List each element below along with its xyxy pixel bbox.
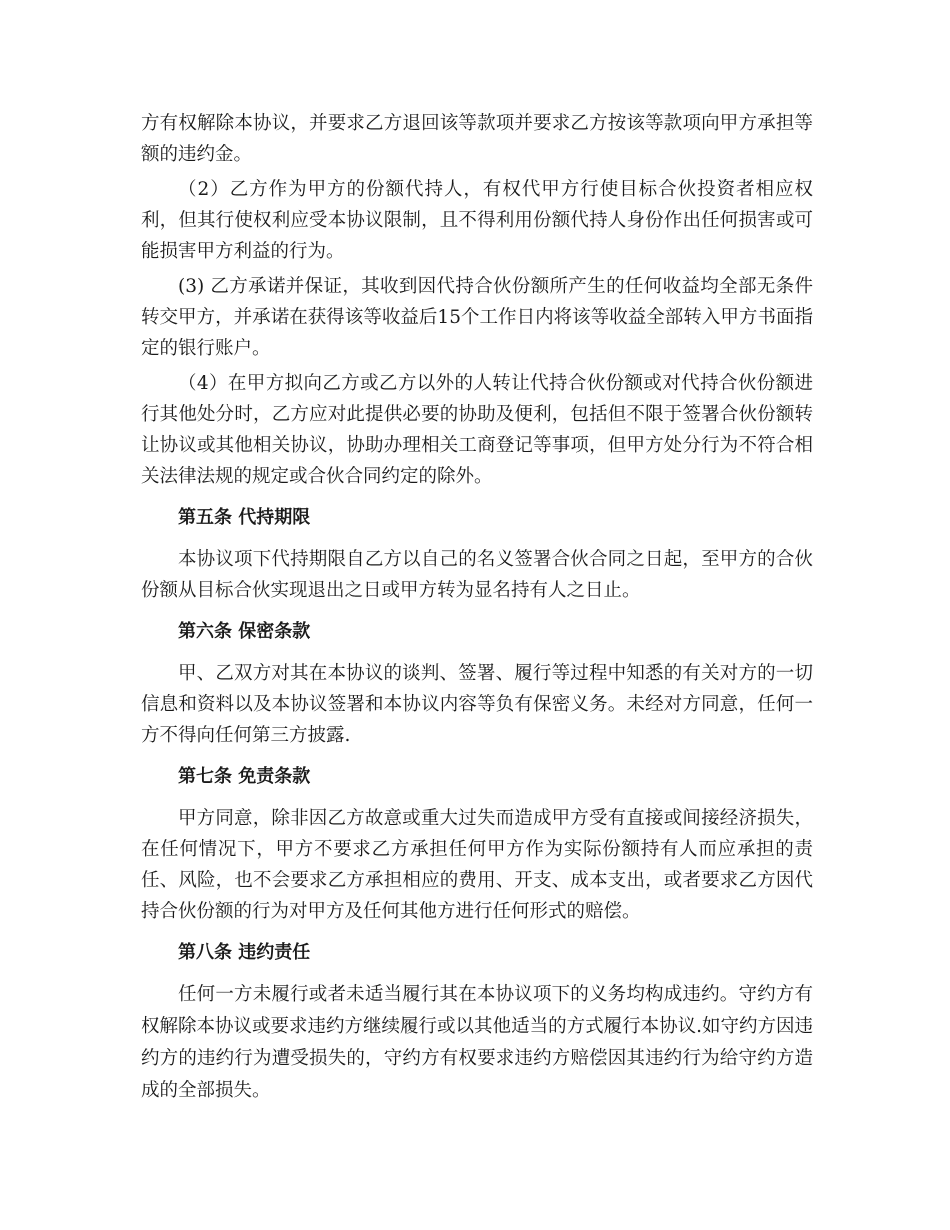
paragraph-clause-4: （4）在甲方拟向乙方或乙方以外的人转让代持合伙份额或对代持合伙份额进行其他处分时，乙方应对此提供必要的协助及便利，包括但不限于签署合伙份额转让协议或其他相关协议，协助办理相关工商登记等事项，但甲方处分行为不符合相关法律法规的规定或合伙合同约定的除外。 xyxy=(141,373,813,487)
paragraph-exemption: 甲方同意，除非因乙方故意或重大过失而造成甲方受有直接或间接经济损失，在任何情况下，甲方不要求乙方承担任何甲方作为实际份额持有人而应承担的责任、风险，也不会要求乙方承担相应的费用、开支、成本支出，或者要求乙方因代持合伙份额的行为对甲方及任何其他方进行任何形式的赔偿。 xyxy=(141,808,813,922)
document-page xyxy=(141,108,813,1111)
paragraph-confidentiality: 甲、乙双方对其在本协议的谈判、签署、履行等过程中知悉的有关对方的一切信息和资料以及本协议签署和本协议内容等负有保密义务。未经对方同意，任何一方不得向任何第三方披露. xyxy=(141,663,813,746)
paragraph-breach-liability: 任何一方未履行或者未适当履行其在本协议项下的义务均构成违约。守约方有权解除本协议或要求违约方继续履行或以其他适当的方式履行本协议.如守约方因违约方的违约行为遭受损失的，守约方有权要求违约方赔偿因其违约行为给守约方造成的全部损失。 xyxy=(141,984,813,1101)
paragraph-clause-2: （2）乙方作为甲方的份额代持人，有权代甲方行使目标合伙投资者相应权利，但其行使权利应受本协议限制，且不得利用份额代持人身份作出任何损害或可能损害甲方利益的行为。 xyxy=(141,179,813,262)
paragraph-continuation: 方有权解除本协议，并要求乙方退回该等款项并要求乙方按该等款项向甲方承担等额的违约金。 xyxy=(141,113,813,165)
section-heading-8: 第八条 违约责任 xyxy=(178,942,311,963)
section-heading-7: 第七条 免责条款 xyxy=(178,766,311,787)
section-heading-6: 第六条 保密条款 xyxy=(178,621,311,642)
paragraph-clause-3: (3) 乙方承诺并保证，其收到因代持合伙份额所产生的任何收益均全部无条件转交甲方，并承诺在获得该等收益后15个工作日内将该等收益全部转入甲方书面指定的银行账户。 xyxy=(141,276,813,359)
paragraph-holding-period: 本协议项下代持期限自乙方以自己的名义签署合伙合同之日起，至甲方的合伙份额从目标合伙实现退出之日或甲方转为显名持有人之日止。 xyxy=(141,549,813,601)
section-heading-5: 第五条 代持期限 xyxy=(178,507,311,528)
